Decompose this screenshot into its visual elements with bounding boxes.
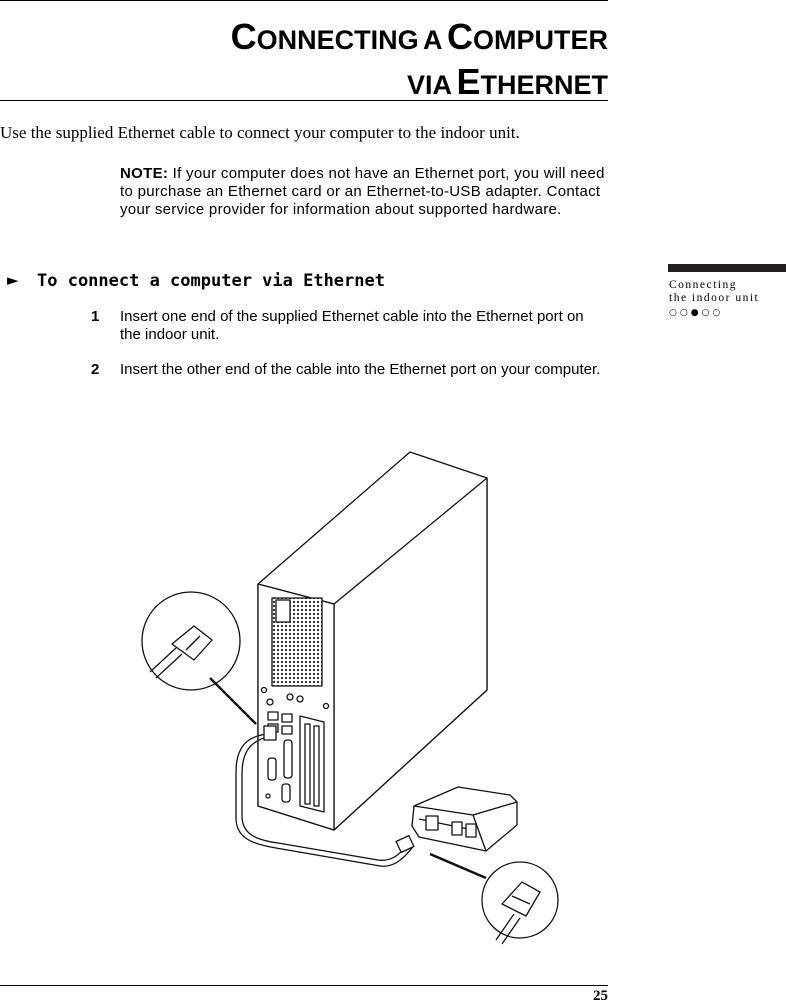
sidebar-tab-bar — [668, 264, 786, 272]
intro-paragraph: Use the supplied Ethernet cable to connect your computer to the indoor unit. — [0, 123, 520, 142]
cable-callout-bottom — [430, 854, 558, 944]
triangle-right-icon: ► — [7, 271, 19, 289]
computer-tower — [258, 452, 487, 830]
top-rule — [0, 0, 608, 1]
sidebar-chapter-label: Connecting the indoor unit — [669, 279, 760, 304]
procedure-title: To connect a computer via Ethernet — [37, 271, 385, 291]
step-text: Insert the other end of the cable into the Ethernet port on your computer. — [120, 361, 601, 378]
title-line-1: CONNECTING A COMPUTER — [230, 16, 608, 57]
page-number: 25 — [593, 988, 608, 1004]
title-line-2: VIA ETHERNET — [407, 61, 608, 102]
note-label: NOTE: — [120, 165, 169, 182]
computer-ethernet-illustration — [130, 440, 570, 945]
cable-callout-top — [142, 592, 256, 724]
step-number: 2 — [91, 361, 100, 378]
indoor-unit — [412, 787, 517, 851]
step-text: Insert one end of the supplied Ethernet cable into the Ethernet port on the indoor unit. — [120, 308, 584, 343]
chapter-progress-dots: ○○●○○ — [669, 308, 724, 318]
title-rule — [0, 100, 608, 101]
bottom-rule — [0, 985, 608, 986]
note-text: If your computer does not have an Ethernet port, you will need to purchase an Ethernet card or an Ethernet-to-USB adapter. Contact your service provider for information about supported hardware. — [120, 165, 605, 218]
step-number: 1 — [91, 308, 100, 325]
note-block — [120, 165, 605, 219]
page-title — [231, 18, 608, 108]
